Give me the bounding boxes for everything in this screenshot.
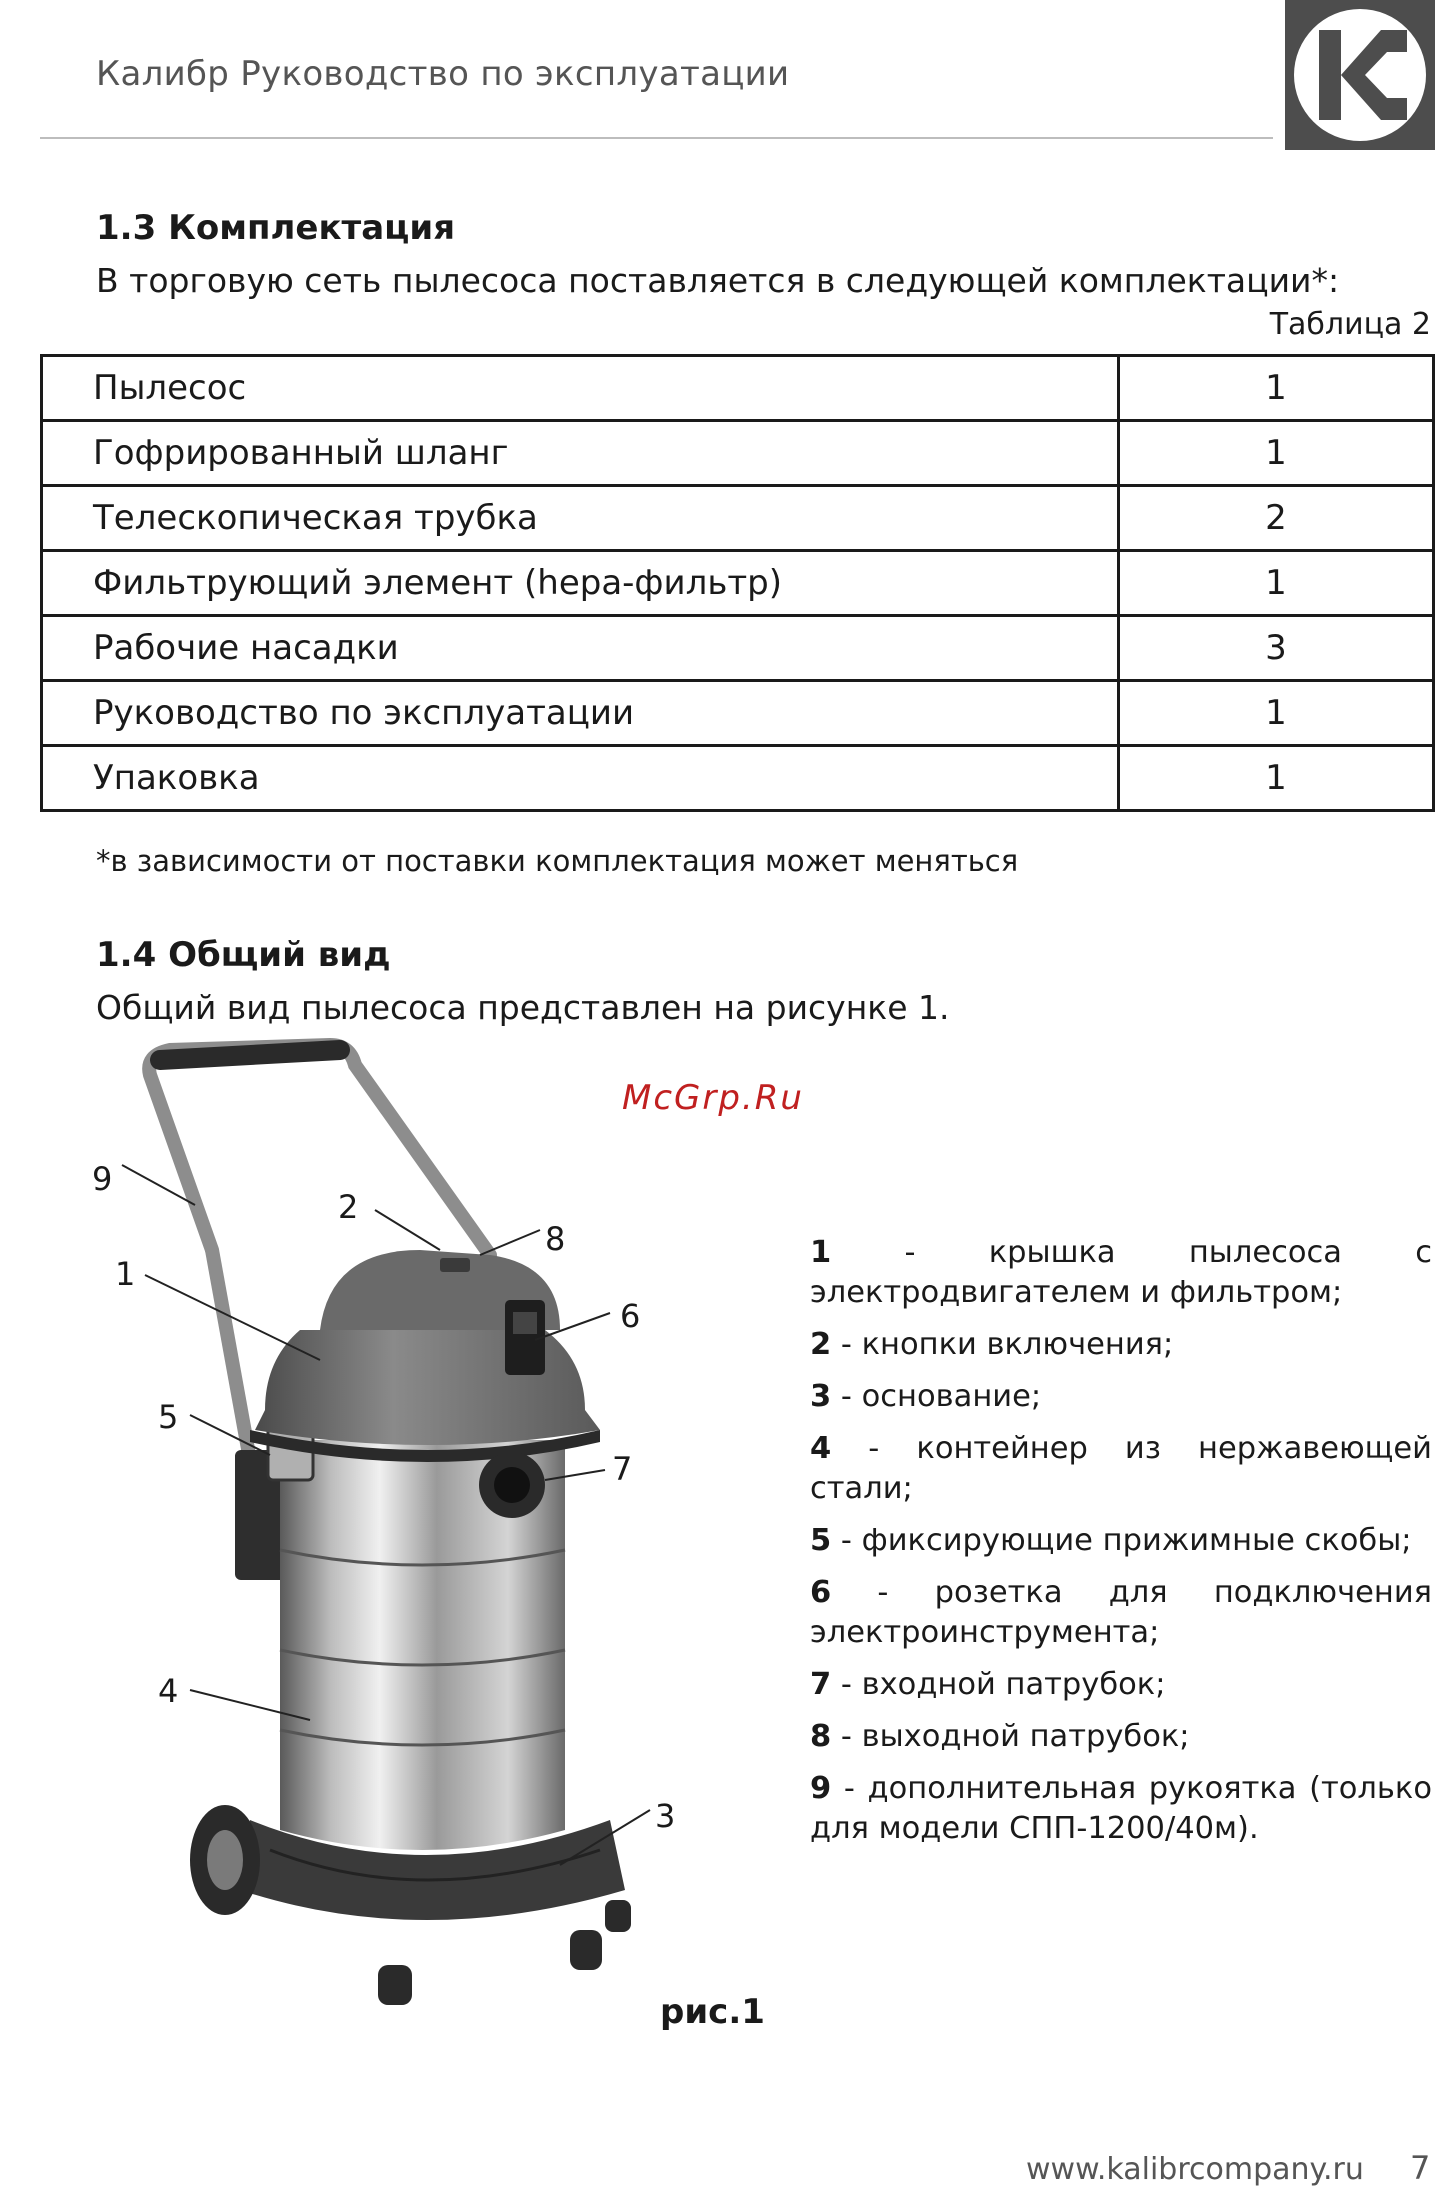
kit-item-name: Руководство по эксплуатации [42, 681, 1119, 746]
kit-item-qty: 1 [1119, 746, 1434, 811]
legend-number: 2 [810, 1327, 832, 1362]
kit-table [40, 354, 1435, 812]
section-intro-overview: Общий вид пылесоса представлен на рисунке 1. [96, 988, 950, 1027]
callout-4: 4 [158, 1672, 179, 1710]
section-heading-overview: 1.4 Общий вид [96, 935, 391, 975]
figure-caption: рис.1 [660, 1992, 765, 2032]
callout-6: 6 [620, 1297, 641, 1335]
legend-number: 5 [810, 1523, 832, 1558]
legend-item [810, 1325, 1432, 1365]
svg-text:КАЛИБР: КАЛИБР [1370, 70, 1424, 83]
kit-item-qty: 2 [1119, 486, 1434, 551]
legend-number: 4 [810, 1431, 832, 1466]
legend-text: - основание; [831, 1379, 1042, 1414]
callout-8: 8 [545, 1220, 566, 1258]
kit-item-name: Фильтрующий элемент (hepa-фильтр) [42, 551, 1119, 616]
brand-logo [1285, 0, 1435, 150]
kit-item-qty: 1 [1119, 356, 1434, 421]
table-row [42, 616, 1434, 681]
callout-2: 2 [338, 1188, 359, 1226]
callout-1: 1 [115, 1255, 136, 1293]
kit-item-name: Телескопическая трубка [42, 486, 1119, 551]
legend-text: - розетка для подключения электроинструмента; [810, 1575, 1432, 1650]
table-row [42, 486, 1434, 551]
legend-item [810, 1769, 1432, 1849]
table-row [42, 681, 1434, 746]
header-divider [40, 137, 1273, 139]
page-number: 7 [1410, 2149, 1431, 2187]
section-heading-kit: 1.3 Комплектация [96, 208, 456, 248]
footer-website-link[interactable]: www.kalibrcompany.ru [1026, 2152, 1364, 2187]
kit-item-name: Рабочие насадки [42, 616, 1119, 681]
section-intro-kit: В торговую сеть пылесоса поставляется в следующей комплектации*: [96, 261, 1340, 300]
legend-item [810, 1717, 1432, 1757]
legend-number: 6 [810, 1575, 832, 1610]
kit-item-qty: 1 [1119, 681, 1434, 746]
table-row [42, 746, 1434, 811]
legend-text: - кнопки включения; [831, 1327, 1174, 1362]
legend-item [810, 1665, 1432, 1705]
callout-9: 9 [92, 1160, 113, 1198]
handle-grip [160, 1050, 340, 1060]
legend-item [810, 1377, 1432, 1417]
kit-item-qty: 3 [1119, 616, 1434, 681]
legend-item [810, 1573, 1432, 1653]
legend-number: 1 [810, 1235, 832, 1270]
table-caption: Таблица 2 [1269, 307, 1431, 342]
table-row [42, 356, 1434, 421]
kit-item-qty: 1 [1119, 421, 1434, 486]
watermark: McGrp.Ru [622, 1078, 804, 1118]
legend-text: - контейнер из нержавеющей стали; [810, 1431, 1432, 1506]
table-row [42, 421, 1434, 486]
kit-item-name: Гофрированный шланг [42, 421, 1119, 486]
figure-legend [810, 1233, 1432, 1861]
callout-3: 3 [655, 1797, 676, 1835]
legend-item [810, 1429, 1432, 1509]
legend-text: - входной патрубок; [831, 1667, 1166, 1702]
legend-text: - крышка пылесоса с электродвигателем и фильтром; [810, 1235, 1432, 1310]
kit-item-name: Пылесос [42, 356, 1119, 421]
legend-text: - фиксирующие прижимные скобы; [831, 1523, 1412, 1558]
legend-item [810, 1233, 1432, 1313]
kit-item-qty: 1 [1119, 551, 1434, 616]
legend-number: 8 [810, 1719, 832, 1754]
legend-text: - дополнительная рукоятка (только для модели СПП-1200/40м). [810, 1771, 1432, 1846]
callout-7: 7 [612, 1450, 633, 1488]
legend-number: 9 [810, 1771, 832, 1806]
legend-item [810, 1521, 1432, 1561]
legend-number: 3 [810, 1379, 832, 1414]
callout-5: 5 [158, 1398, 179, 1436]
kit-footnote: *в зависимости от поставки комплектация может меняться [96, 844, 1019, 878]
legend-number: 7 [810, 1667, 832, 1702]
table-row [42, 551, 1434, 616]
legend-text: - выходной патрубок; [831, 1719, 1190, 1754]
document-header-title: Калибр Руководство по эксплуатации [96, 54, 790, 94]
kit-item-name: Упаковка [42, 746, 1119, 811]
vacuum-cleaner-illustration [0, 1030, 800, 2030]
